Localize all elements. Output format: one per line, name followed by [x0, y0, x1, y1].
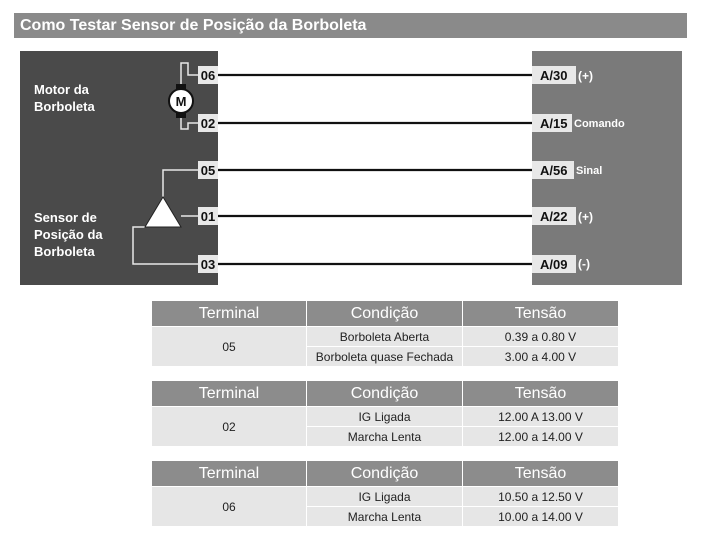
condition-cell: Borboleta Aberta: [307, 327, 463, 347]
voltage-cell: 0.39 a 0.80 V: [463, 327, 619, 347]
svg-text:Motor da: Motor da: [34, 82, 89, 97]
condition-cell: Marcha Lenta: [307, 507, 463, 527]
svg-text:Posição da: Posição da: [34, 227, 103, 242]
pin-right-a15: A/15: [540, 116, 568, 131]
terminal-cell: 06: [152, 487, 307, 527]
voltage-cell: 12.00 a 14.00 V: [463, 427, 619, 447]
spec-table-terminal-05: Terminal Condição Tensão 05 Borboleta Aberta 0.39 a 0.80 V Borboleta quase Fechada 3.00 a 4.00 V: [151, 300, 619, 367]
svg-text:Borboleta: Borboleta: [34, 244, 95, 259]
terminal-cell: 05: [152, 327, 307, 367]
terminal-cell: 02: [152, 407, 307, 447]
svg-text:M: M: [175, 94, 187, 109]
pin-left-03: 03: [200, 257, 216, 272]
pin-left-06: 06: [200, 68, 216, 83]
pin-left-02: 02: [200, 116, 216, 131]
condition-cell: IG Ligada: [307, 487, 463, 507]
pin-note-a56: Sinal: [576, 165, 603, 177]
table-row: [152, 487, 619, 507]
svg-text:Borboleta: Borboleta: [34, 99, 95, 114]
voltage-cell: 10.50 a 12.50 V: [463, 487, 619, 507]
condition-cell: Marcha Lenta: [307, 427, 463, 447]
spec-table-terminal-06: Terminal Condição Tensão 06 IG Ligada 10.50 a 12.50 V Marcha Lenta 10.00 a 14.00 V: [151, 460, 619, 527]
condition-cell: IG Ligada: [307, 407, 463, 427]
pin-left-05: 05: [200, 163, 216, 178]
table-row: [152, 327, 619, 347]
spec-table-terminal-02: Terminal Condição Tensão 02 IG Ligada 12.00 A 13.00 V Marcha Lenta 12.00 a 14.00 V: [151, 380, 619, 447]
page-title: Como Testar Sensor de Posição da Borboleta: [14, 13, 687, 38]
svg-text:Sensor de: Sensor de: [34, 210, 97, 225]
pin-left-01: 01: [200, 209, 216, 224]
pin-right-a30: A/30: [540, 68, 568, 83]
voltage-cell: 3.00 a 4.00 V: [463, 347, 619, 367]
pin-note-a30: (+): [578, 69, 593, 83]
pin-note-a15: Comando: [574, 118, 625, 130]
pin-right-a09: A/09: [540, 257, 568, 272]
condition-cell: Borboleta quase Fechada: [307, 347, 463, 367]
pin-right-a56: A/56: [540, 163, 568, 178]
table-row: [152, 407, 619, 427]
voltage-cell: 10.00 a 14.00 V: [463, 507, 619, 527]
pin-note-a22: (+): [578, 210, 593, 224]
pin-note-a09: (-): [578, 257, 590, 271]
pin-right-a22: A/22: [540, 209, 568, 224]
voltage-cell: 12.00 A 13.00 V: [463, 407, 619, 427]
